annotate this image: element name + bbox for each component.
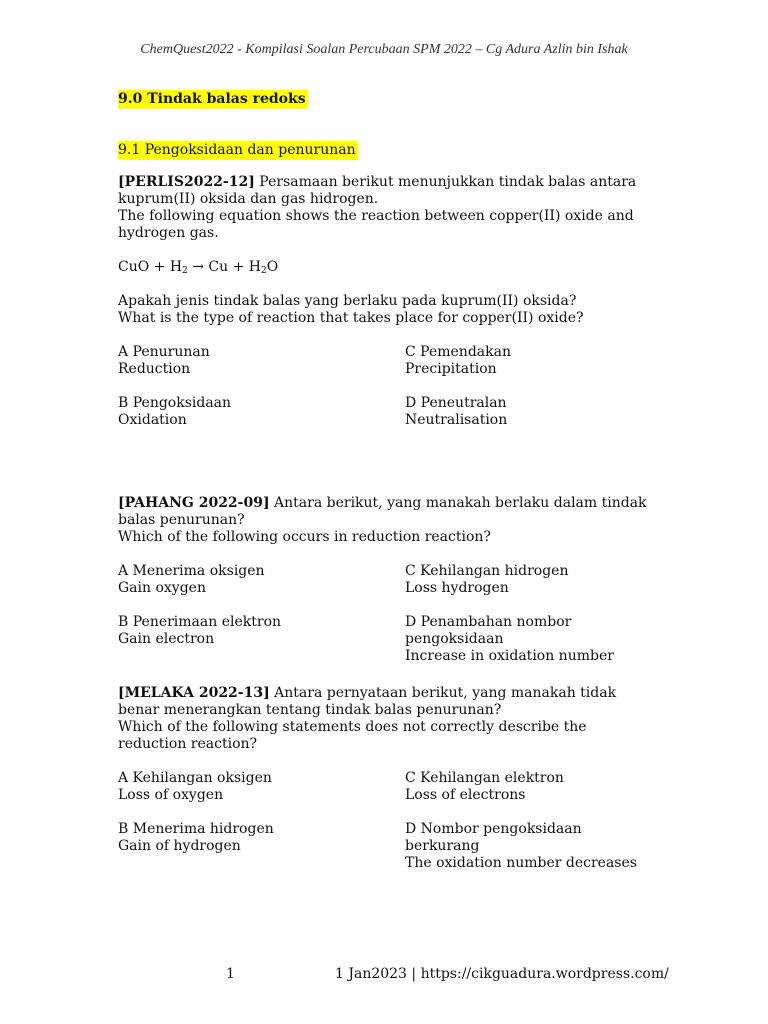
question-stem-ms: [PERLIS2022-12] Persamaan berikut menunjukkan tindak balas antara kuprum(II) oksida dan gas hidrogen. [118,174,637,207]
option-d: D Peneutralan Neutralisation [405,395,508,428]
question-stem-ms: [MELAKA 2022-13] Antara pernyataan berikut, yang manakah tidak benar menerangkan tentang tindak balas penurunan? [118,685,617,718]
section-title: 9.1 Pengoksidaan dan penurunan [118,142,356,158]
question-perlis [118,174,658,495]
page-number: 1 [226,966,235,982]
content [118,88,658,880]
option-a: A Penurunan Reduction [118,344,210,377]
footer-date-url: 1 Jan2023 | https://cikguadura.wordpress.com/ [335,966,669,982]
question-stem-en: Which of the following statements does not correctly describe the reduction reaction? [118,719,587,752]
question-tag: [MELAKA 2022-13] [118,685,270,701]
question-tag: [PAHANG 2022-09] [118,495,270,511]
options [118,344,658,480]
question-tag: [PERLIS2022-12] [118,174,255,190]
option-b: B Pengoksidaan Oxidation [118,395,232,428]
option-c: C Kehilangan hidrogen Loss hydrogen [405,563,569,596]
option-d: D Nombor pengoksidaan berkurang The oxidation number decreases [405,821,637,871]
option-b: B Menerima hidrogen Gain of hydrogen [118,821,274,854]
chapter-title: 9.0 Tindak balas redoks [118,91,306,107]
chemical-equation: CuO + $H_2 \to Cu + H_2O$ [118,259,279,276]
question-stem-ms: [PAHANG 2022-09] Antara berikut, yang manakah berlaku dalam tindak balas penurunan? [118,495,647,528]
page-header: ChemQuest2022 - Kompilasi Soalan Percubaan SPM 2022 – Cg Adura Azlin bin Ishak [140,42,628,57]
option-b: B Penerimaan elektron Gain electron [118,614,282,647]
option-c: C Kehilangan elektron Loss of electrons [405,770,564,803]
option-a: A Kehilangan oksigen Loss of oxygen [118,770,272,803]
option-a: A Menerima oksigen Gain oxygen [118,563,265,596]
question-pahang [118,495,658,685]
question-melaka [118,685,658,880]
question-stem-en: Which of the following occurs in reduction reaction? [118,529,491,545]
question-prompt-ms: Apakah jenis tindak balas yang berlaku pada kuprum(II) oksida? [118,293,577,309]
option-c: C Pemendakan Precipitation [405,344,511,377]
question-prompt-en: What is the type of reaction that takes place for copper(II) oxide? [118,310,584,326]
option-d: D Penambahan nombor pengoksidaan Increase in oxidation number [405,614,614,664]
options [118,563,658,685]
options [118,770,658,880]
question-stem-en: The following equation shows the reaction between copper(II) oxide and hydrogen gas. [118,208,634,241]
